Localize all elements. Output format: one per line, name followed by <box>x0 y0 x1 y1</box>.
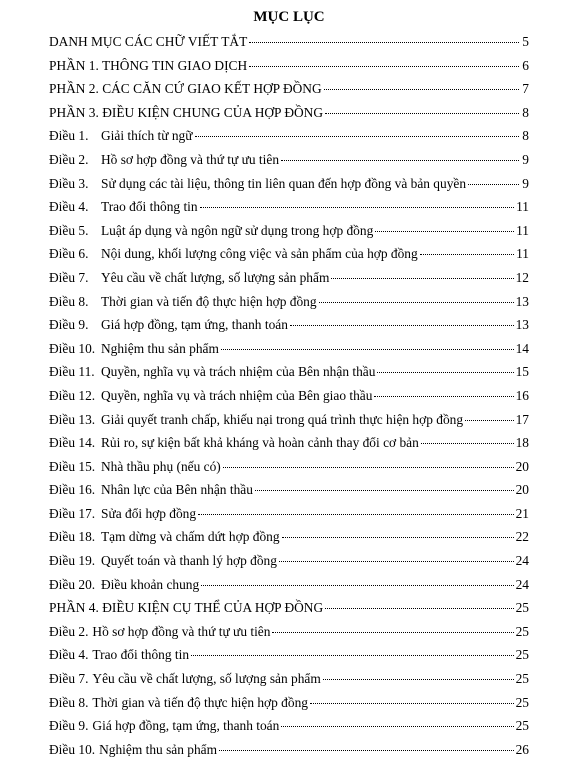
toc-entry-label <box>49 596 323 620</box>
toc-entry-title: Tạm dừng và chấm dứt hợp đồng <box>101 529 280 545</box>
toc-entry-number: Điều 2. <box>49 623 89 639</box>
toc-article-entry[interactable] <box>49 219 529 243</box>
toc-entry-title: Giải thích từ ngữ <box>101 128 193 144</box>
toc-article-entry[interactable] <box>49 691 529 715</box>
toc-entry-title: Giá hợp đồng, tạm ứng, thanh toán <box>101 317 288 333</box>
toc-entry-label <box>49 525 280 549</box>
dot-leader <box>281 160 519 161</box>
toc-article-entry[interactable] <box>49 266 529 290</box>
dot-leader <box>325 608 513 609</box>
toc-page-number: 11 <box>516 246 529 262</box>
toc-entry-title: Rủi ro, sự kiện bất khả kháng và hoàn cảnh thay đổi cơ bản <box>101 435 419 451</box>
dot-leader <box>200 207 514 208</box>
toc-page-number: 12 <box>515 269 529 285</box>
toc-entry-title: Nhà thầu phụ (nếu có) <box>101 458 221 474</box>
dot-leader <box>324 89 519 90</box>
toc-entry-label <box>49 242 418 266</box>
toc-page-number: 16 <box>515 387 529 403</box>
toc-article-entry[interactable] <box>49 148 529 172</box>
toc-article-entry[interactable] <box>49 573 529 597</box>
dot-leader <box>421 443 514 444</box>
toc-entry-label <box>49 643 189 667</box>
toc-entry-title: Yêu cầu về chất lượng, số lượng sản phẩm <box>101 269 330 285</box>
toc-article-entry[interactable] <box>49 384 529 408</box>
toc-entry-number: Điều 20. <box>49 576 96 592</box>
toc-entry-title: Hồ sơ hợp đồng và thứ tự ưu tiên <box>92 623 271 639</box>
toc-entry-label <box>49 573 199 597</box>
toc-page-number: 24 <box>515 553 529 569</box>
toc-page-number: 18 <box>515 435 529 451</box>
toc-entry-title: Nghiệm thu sản phẩm <box>99 741 218 757</box>
dot-leader <box>219 750 514 751</box>
toc-page-number: 15 <box>515 364 529 380</box>
toc-entry-number: Điều 5. <box>49 222 89 238</box>
toc-entry-number: Điều 6. <box>49 246 89 262</box>
toc-article-entry[interactable] <box>49 525 529 549</box>
toc-entry-label <box>49 549 277 573</box>
toc-entry-label <box>49 408 463 432</box>
toc-entry-label <box>49 431 419 455</box>
toc-article-entry[interactable] <box>49 408 529 432</box>
toc-entry-label <box>49 30 247 54</box>
toc-entry-number: Điều 18. <box>49 529 96 545</box>
toc-article-entry[interactable] <box>49 667 529 691</box>
toc-page-number: 25 <box>515 623 529 639</box>
toc-page-number: 11 <box>516 222 529 238</box>
toc-entry-title: Quyền, nghĩa vụ và trách nhiệm của Bên giao thầu <box>101 387 373 403</box>
toc-page-number: 21 <box>515 505 529 521</box>
dot-leader <box>325 113 519 114</box>
dot-leader <box>191 655 514 656</box>
dot-leader <box>279 561 514 562</box>
toc-article-entry[interactable] <box>49 643 529 667</box>
toc-entry-label <box>49 290 317 314</box>
toc-page-number: 11 <box>516 199 529 215</box>
dot-leader <box>375 231 514 232</box>
toc-article-entry[interactable] <box>49 313 529 337</box>
toc-entry-label <box>49 691 308 715</box>
toc-page-number: 17 <box>515 411 529 427</box>
dot-leader <box>195 136 520 137</box>
toc-page-number: 25 <box>515 671 529 687</box>
toc-entry-label <box>49 77 322 101</box>
toc-entry-label <box>49 313 288 337</box>
dot-leader <box>331 278 513 279</box>
toc-entry-number: Điều 13. <box>49 411 96 427</box>
toc-entry-title: Thời gian và tiến độ thực hiện hợp đồng <box>92 694 308 710</box>
dot-leader <box>374 396 513 397</box>
toc-page-number: 13 <box>515 293 529 309</box>
toc-entry-title: PHẦN 3. ĐIỀU KIỆN CHUNG CỦA HỢP ĐỒNG <box>49 104 324 120</box>
toc-page-number: 5 <box>522 34 529 49</box>
dot-leader <box>198 514 514 515</box>
toc-entry-number: Điều 9. <box>49 317 89 333</box>
toc-entry-number: Điều 10. <box>49 340 96 356</box>
toc-page-number: 25 <box>515 694 529 710</box>
toc-entry-title: Nhân lực của Bên nhận thầu <box>101 482 253 498</box>
toc-article-entry[interactable] <box>49 455 529 479</box>
toc-entry-number: Điều 19. <box>49 553 96 569</box>
dot-leader <box>465 420 514 421</box>
dot-leader <box>282 537 514 538</box>
toc-page-number: 14 <box>515 340 529 356</box>
toc-page-number: 6 <box>522 57 529 73</box>
toc-entry-title: Sử dụng các tài liệu, thông tin liên quan đến hợp đồng và bản quyền <box>101 175 467 191</box>
toc-article-entry[interactable] <box>49 124 529 148</box>
dot-leader <box>468 184 519 185</box>
toc-entry-title: DANH MỤC CÁC CHỮ VIẾT TẮT <box>49 34 248 49</box>
toc-entry-title: Yêu cầu về chất lượng, số lượng sản phẩm <box>92 671 321 687</box>
toc-article-entry[interactable] <box>49 172 529 196</box>
toc-entry-number: Điều 15. <box>49 458 96 474</box>
toc-entry-number: Điều 1. <box>49 128 89 144</box>
toc-entry-number: Điều 10. <box>49 741 96 757</box>
toc-entry-title: Luật áp dụng và ngôn ngữ sử dụng trong hợp đồng <box>101 222 374 238</box>
table-of-contents <box>49 30 529 761</box>
toc-entry-title: Giải quyết tranh chấp, khiếu nại trong quá trình thực hiện hợp đồng <box>101 411 464 427</box>
toc-article-entry[interactable] <box>49 478 529 502</box>
toc-entry-label <box>49 455 221 479</box>
toc-entry-title: Trao đổi thông tin <box>92 647 190 663</box>
toc-entry-label <box>49 667 321 691</box>
toc-page-number: 8 <box>522 128 529 144</box>
toc-entry-title: Điều khoản chung <box>101 576 200 592</box>
toc-entry-label <box>49 738 217 762</box>
toc-page-number: 25 <box>515 647 529 663</box>
toc-entry-label <box>49 172 466 196</box>
toc-entry-number: Điều 8. <box>49 694 89 710</box>
toc-entry-title: Giá hợp đồng, tạm ứng, thanh toán <box>92 718 280 734</box>
toc-entry-number: Điều 8. <box>49 293 89 309</box>
toc-entry-title: PHẦN 1. THÔNG TIN GIAO DỊCH <box>49 57 248 73</box>
toc-entry-number: Điều 16. <box>49 482 96 498</box>
toc-article-entry[interactable] <box>49 549 529 573</box>
toc-page-number: 8 <box>522 104 529 120</box>
toc-entry-title: Sửa đổi hợp đồng <box>101 505 197 521</box>
toc-entry-number: Điều 2. <box>49 151 89 167</box>
toc-article-entry[interactable] <box>49 337 529 361</box>
toc-section-entry[interactable] <box>49 77 529 101</box>
toc-article-entry[interactable] <box>49 620 529 644</box>
toc-article-entry[interactable] <box>49 431 529 455</box>
toc-article-entry[interactable] <box>49 738 529 762</box>
toc-page-number: 25 <box>515 600 529 616</box>
toc-page-number: 9 <box>522 175 529 191</box>
toc-entry-label <box>49 124 193 148</box>
toc-entry-number: Điều 4. <box>49 647 89 663</box>
toc-entry-number: Điều 17. <box>49 505 96 521</box>
toc-section-entry[interactable] <box>49 596 529 620</box>
toc-entry-number: Điều 11. <box>49 364 95 380</box>
toc-entry-title: Trao đổi thông tin <box>101 199 198 215</box>
dot-leader <box>249 66 519 67</box>
toc-entry-number: Điều 7. <box>49 671 89 687</box>
toc-page-number: 24 <box>515 576 529 592</box>
dot-leader <box>221 349 514 350</box>
toc-entry-number: Điều 4. <box>49 199 89 215</box>
toc-article-entry[interactable] <box>49 195 529 219</box>
dot-leader <box>249 42 519 43</box>
toc-page-number: 7 <box>522 81 529 97</box>
toc-entry-title: PHẦN 2. CÁC CĂN CỨ GIAO KẾT HỢP ĐỒNG <box>49 81 322 97</box>
dot-leader <box>310 703 514 704</box>
dot-leader <box>323 679 514 680</box>
toc-page-number: 9 <box>522 151 529 167</box>
toc-entry-label <box>49 360 375 384</box>
toc-entry-title: Nghiệm thu sản phẩm <box>101 340 219 356</box>
dot-leader <box>290 325 514 326</box>
toc-article-entry[interactable] <box>49 714 529 738</box>
toc-entry-title: PHẦN 4. ĐIỀU KIỆN CỤ THỂ CỦA HỢP ĐỒNG <box>49 600 324 616</box>
dot-leader <box>420 254 514 255</box>
toc-section-entry[interactable] <box>49 101 529 125</box>
toc-article-entry[interactable] <box>49 360 529 384</box>
toc-entry-label <box>49 478 253 502</box>
toc-entry-label <box>49 219 373 243</box>
toc-page-number: 13 <box>515 317 529 333</box>
dot-leader <box>281 726 513 727</box>
toc-entry-label <box>49 337 219 361</box>
toc-entry-number: Điều 9. <box>49 718 89 734</box>
toc-entry-number: Điều 14. <box>49 435 96 451</box>
dot-leader <box>319 302 514 303</box>
toc-entry-number: Điều 3. <box>49 175 89 191</box>
toc-entry-label <box>49 101 323 125</box>
toc-page-number: 25 <box>515 718 529 734</box>
toc-entry-title: Quyền, nghĩa vụ và trách nhiệm của Bên nhận thầu <box>101 364 376 380</box>
toc-entry-number: Điều 12. <box>49 387 96 403</box>
toc-article-entry[interactable] <box>49 290 529 314</box>
toc-entry-label <box>49 502 196 526</box>
page-title: MỤC LỤC <box>253 9 325 25</box>
toc-entry-label <box>49 148 279 172</box>
toc-entry-title: Thời gian và tiến độ thực hiện hợp đồng <box>101 293 317 309</box>
toc-article-entry[interactable] <box>49 502 529 526</box>
toc-page-number: 22 <box>515 529 529 545</box>
toc-entry-label <box>49 384 372 408</box>
toc-entry-label <box>49 54 247 78</box>
toc-page-number: 20 <box>515 458 529 474</box>
dot-leader <box>223 467 514 468</box>
toc-entry-title: Hồ sơ hợp đồng và thứ tự ưu tiên <box>101 151 280 167</box>
dot-leader <box>201 585 513 586</box>
toc-entry-title: Quyết toán và thanh lý hợp đồng <box>101 553 277 569</box>
toc-entry-number: Điều 7. <box>49 269 89 285</box>
dot-leader <box>377 372 513 373</box>
toc-entry-title: Nội dung, khối lượng công việc và sản phẩm của hợp đồng <box>101 246 418 262</box>
toc-entry-label <box>49 620 270 644</box>
toc-section-entry[interactable] <box>49 54 529 78</box>
toc-page-number: 20 <box>515 482 529 498</box>
toc-page-number: 26 <box>515 741 529 757</box>
toc-section-entry[interactable] <box>49 30 529 54</box>
dot-leader <box>255 490 514 491</box>
toc-article-entry[interactable] <box>49 242 529 266</box>
toc-entry-label <box>49 714 279 738</box>
toc-entry-label <box>49 266 329 290</box>
dot-leader <box>272 632 513 633</box>
toc-entry-label <box>49 195 198 219</box>
